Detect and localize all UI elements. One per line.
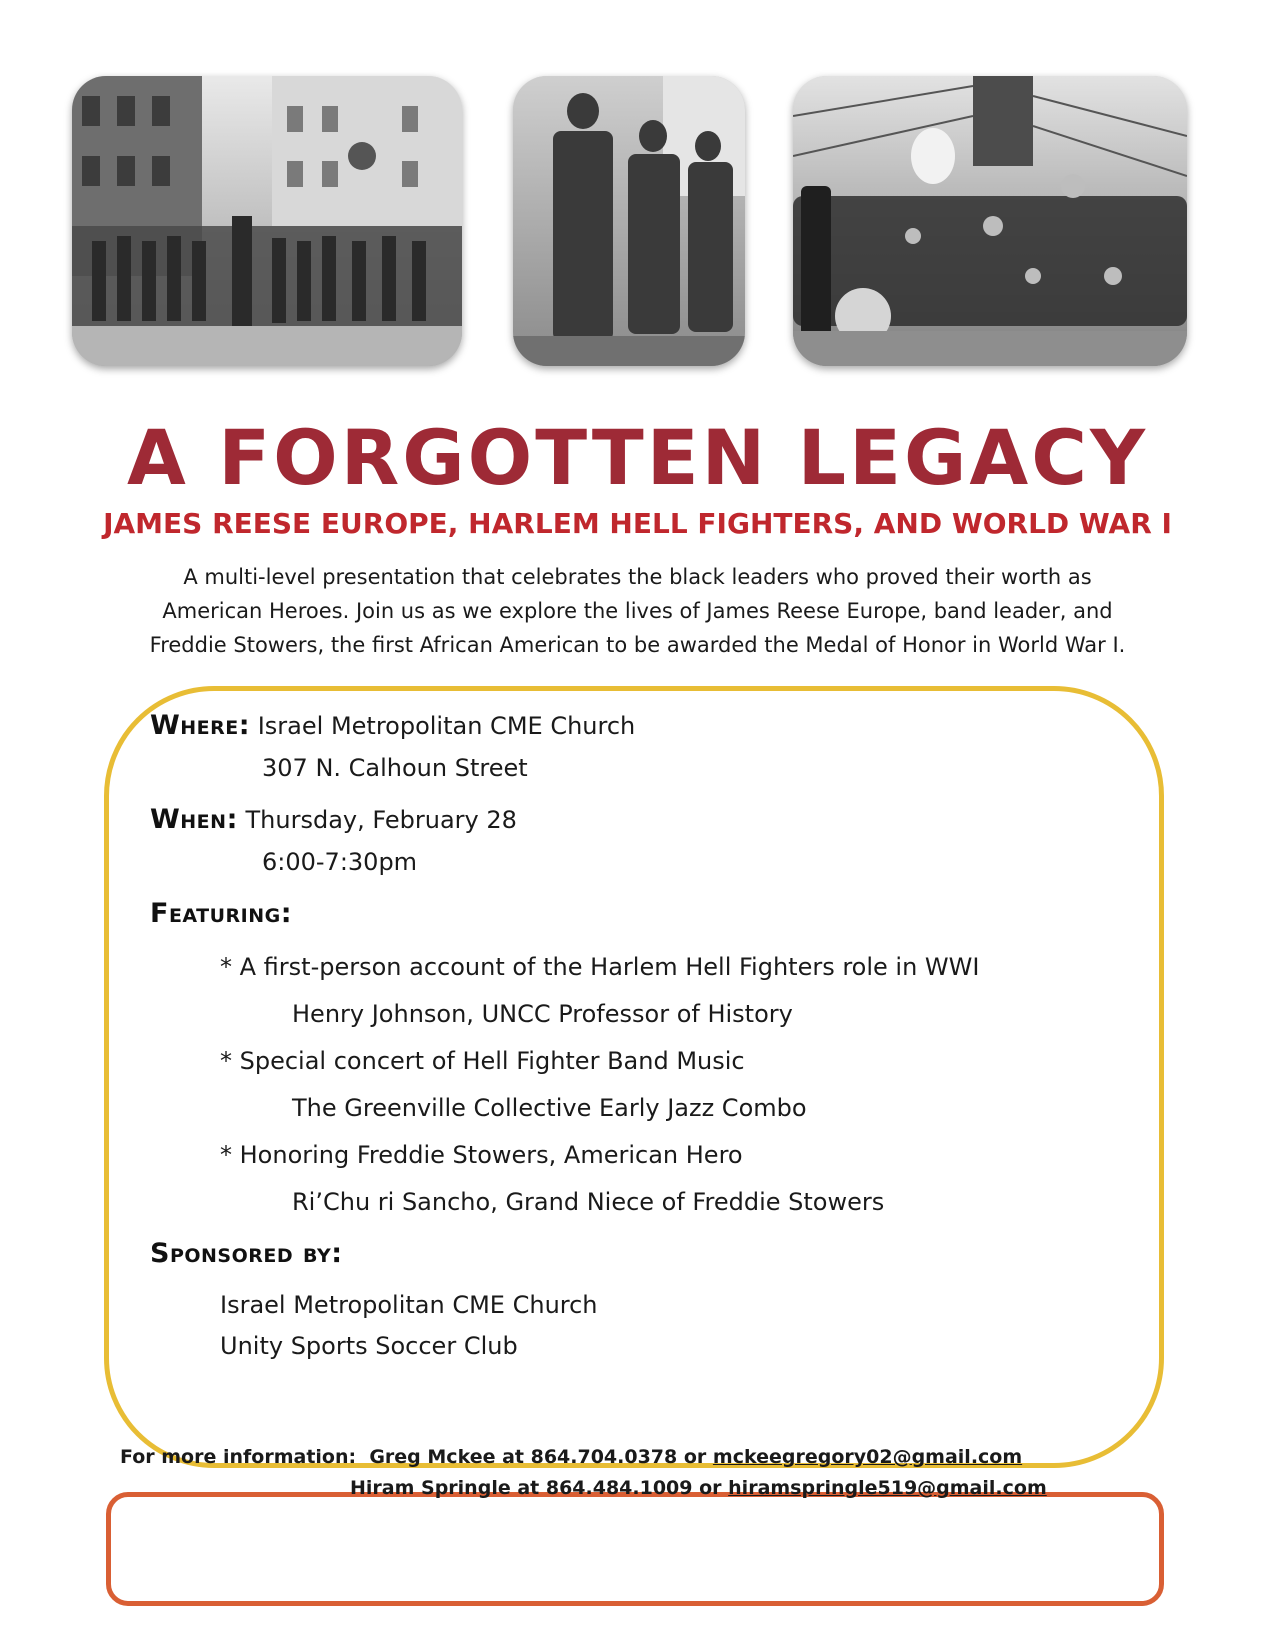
when-date: Thursday, February 28 xyxy=(245,806,517,834)
band-ship-deck-photo xyxy=(793,76,1187,366)
sponsor-item: Unity Sports Soccer Club xyxy=(220,1332,518,1360)
page-title: A FORGOTTEN LEGACY xyxy=(126,413,1149,502)
where-row xyxy=(150,712,635,739)
band-street-photo xyxy=(72,76,462,366)
sponsor-item: Israel Metropolitan CME Church xyxy=(220,1291,598,1319)
when-label: When: xyxy=(150,804,238,835)
page-subtitle: JAMES REESE EUROPE, HARLEM HELL FIGHTERS, AND WORLD WAR I xyxy=(103,507,1172,540)
info-prefix: For more information: xyxy=(120,1446,357,1468)
contact2-email-link[interactable]: hiramspringle519@gmail.com xyxy=(728,1477,1047,1499)
feature-title: * Honoring Freddie Stowers, American Hero xyxy=(220,1141,743,1169)
contact2-text: Hiram Springle at 864.484.1009 or xyxy=(350,1477,722,1499)
where-value: Israel Metropolitan CME Church xyxy=(257,712,636,740)
when-row xyxy=(150,806,517,833)
contact-info-box xyxy=(106,1492,1164,1606)
featuring-label: Featuring: xyxy=(150,898,293,929)
contact1-text: Greg Mckee at 864.704.0378 or xyxy=(369,1446,707,1468)
sponsored-heading xyxy=(150,1240,343,1267)
contact1-email-link[interactable]: mckeegregory02@gmail.com xyxy=(712,1446,1023,1468)
contact-line-2 xyxy=(350,1479,1047,1498)
featuring-heading xyxy=(150,900,292,927)
when-time: 6:00-7:30pm xyxy=(262,848,418,876)
contact-line-1 xyxy=(120,1448,1022,1467)
soldiers-portrait-photo xyxy=(513,76,745,366)
feature-presenter: The Greenville Collective Early Jazz Combo xyxy=(292,1094,807,1122)
where-address: 307 N. Calhoun Street xyxy=(262,754,528,782)
feature-presenter: Henry Johnson, UNCC Professor of History xyxy=(292,1000,793,1028)
intro-paragraph xyxy=(70,560,1205,662)
sponsored-label: Sponsored by: xyxy=(150,1238,343,1269)
feature-title: * A first-person account of the Harlem Hell Fighters role in WWI xyxy=(220,953,980,981)
intro-line: A multi-level presentation that celebrates the black leaders who proved their worth as xyxy=(183,565,1092,589)
feature-title: * Special concert of Hell Fighter Band Music xyxy=(220,1047,745,1075)
feature-presenter: Ri’Chu ri Sancho, Grand Niece of Freddie Stowers xyxy=(292,1188,885,1216)
intro-line: American Heroes. Join us as we explore the lives of James Reese Europe, band leader, and xyxy=(162,599,1113,623)
where-label: Where: xyxy=(150,710,251,741)
intro-line: Freddie Stowers, the first African American to be awarded the Medal of Honor in World War I. xyxy=(149,633,1126,657)
